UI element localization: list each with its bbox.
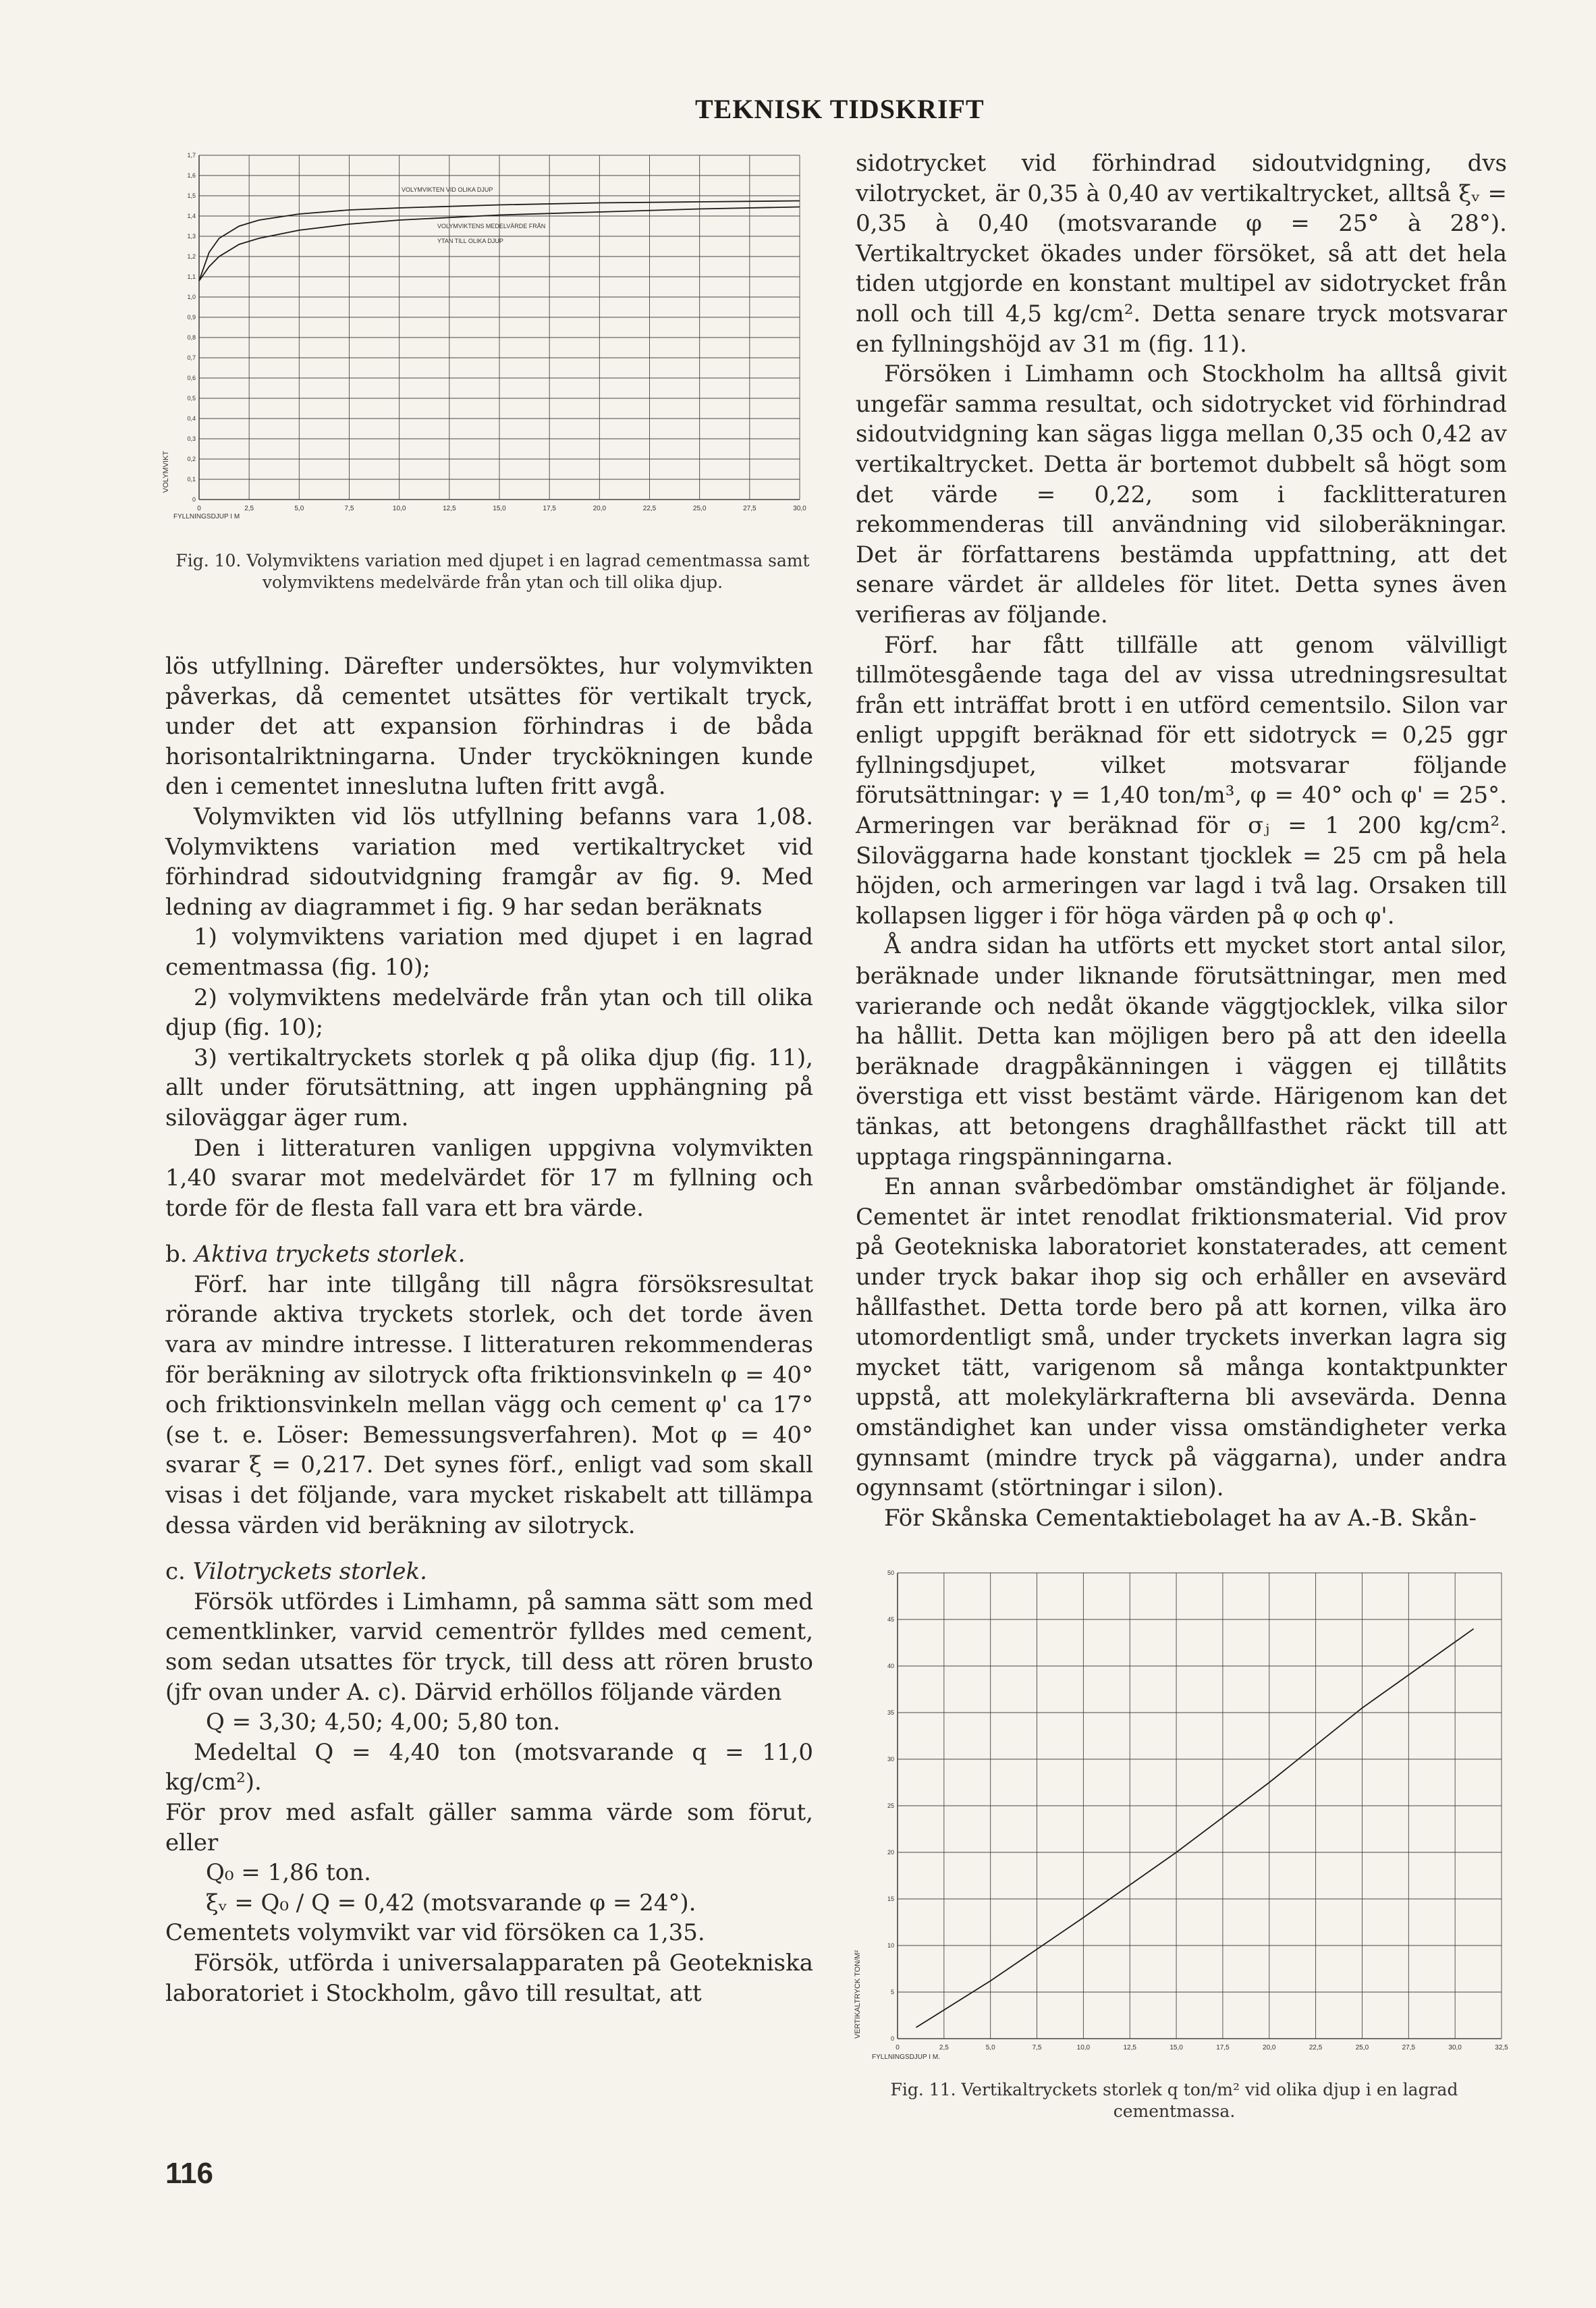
x-tick-label: 10,0: [392, 505, 406, 512]
figure-11-y-axis-label: VERTIKALTRYCK TON/M²: [854, 1950, 862, 2039]
x-tick-label: 2,5: [939, 2044, 949, 2051]
x-tick-label: 7,5: [344, 505, 354, 512]
paragraph: Försöken i Limhamn och Stockholm ha alltså givit ungefär samma resultat, och sidotrycket vid förhindrad sidoutvidgning kan sägas ligga mellan 0,35 och 0,42 av vertikaltrycket. Detta är bortemot dubbelt så högt som det värde = 0,22, som i facklitteraturen rekommenderas till användning vid siloberäkningar. Det är författarens bestämda uppfattning, att det senare värdet är alldeles för litet. Detta synes även verifieras av följande.: [856, 360, 1507, 628]
figure-10-caption: Fig. 10. Volymviktens variation med djupet i en lagrad cementmassa samt volymviktens medelvärde från ytan och till olika djup.: [175, 551, 810, 592]
paragraph: sidotrycket vid förhindrad sidoutvidgning, dvs vilotrycket, är 0,35 à 0,40 av vertikaltrycket, alltså ξᵥ = 0,35 à 0,40 (motsvarande φ = 25° à 28°). Vertikaltrycket ökades under försöket, så att det hela tiden utgjorde en konstant multipel av sidotrycket från noll och till 4,5 kg/cm². Detta senare tryck motsvarar en fyllningshöjd av 31 m (fig. 11).: [856, 150, 1507, 358]
y-tick-label: 10: [887, 1942, 894, 1949]
y-tick-label: 0,8: [187, 334, 196, 341]
x-tick-label: 27,5: [743, 505, 756, 512]
left-column: [165, 651, 813, 2008]
x-tick-label: 22,5: [642, 505, 657, 512]
x-tick-label: 10,0: [1076, 2044, 1091, 2051]
x-tick-label: 2,5: [244, 505, 254, 512]
y-tick-label: 0,6: [187, 375, 196, 381]
paragraph: Förf. har inte tillgång till några försöksresultat rörande aktiva tryckets storlek, och det torde även vara av mindre intresse. I litteraturen rekommenderas för beräkning av silotryck ofta friktionsvinkeln φ = 40° och friktionsvinkeln mellan vägg och cement φ' ca 17° (se t. e. Löser: Bemessungsverfahren). Mot φ = 40° svarar ξ = 0,217. Det synes förf., enligt vad som skall visas i det följande, vara mycket riskabelt att tillämpa dessa värden vid beräkning av silotryck.: [165, 1270, 813, 1539]
list-item: 1) volymviktens variation med djupet i en lagrad cementmassa (fig. 10);: [165, 923, 813, 981]
x-tick-label: 5,0: [985, 2044, 995, 2051]
figure-11-chart: [844, 1566, 1512, 2066]
y-tick-label: 0,9: [187, 314, 196, 321]
figure-10-curve2-label: VOLYMVIKTENS MEDELVÄRDE FRÅN: [437, 223, 546, 230]
section-heading-c: c. Vilotryckets storlek.: [165, 1558, 427, 1586]
paragraph: Den i litteraturen vanligen uppgivna volymvikten 1,40 svarar mot medelvärdet för 17 m fyllning och torde för de flesta fall vara ett bra värde.: [165, 1134, 813, 1222]
x-tick-label: 22,5: [1309, 2044, 1323, 2051]
paragraph: Volymvikten vid lös utfyllning befanns vara 1,08. Volymviktens variation med vertikaltrycket vid förhindrad sidoutvidgning framgår av fig. 9. Med ledning av diagrammet i fig. 9 har sedan beräknats: [165, 803, 813, 921]
right-column: [856, 149, 1507, 1533]
x-tick-label: 7,5: [1032, 2044, 1042, 2051]
x-tick-label: 25,0: [692, 505, 707, 512]
series-line-1: [916, 1629, 1474, 2028]
x-tick-label: 17,5: [1216, 2044, 1230, 2051]
paragraph: Medeltal Q = 4,40 ton (motsvarande q = 11,0 kg/cm²).: [165, 1738, 813, 1796]
page-number: 116: [165, 2157, 213, 2190]
paragraph: För Skånska Cementaktiebolaget ha av A.-B. Skån-: [884, 1504, 1477, 1532]
y-tick-label: 0,2: [187, 456, 196, 462]
y-tick-label: 0: [192, 496, 196, 503]
y-tick-label: 1,2: [187, 253, 196, 260]
x-tick-label: 12,5: [443, 505, 456, 512]
figure-10-chart: [159, 149, 806, 527]
list-item: 3) vertikaltryckets storlek q på olika djup (fig. 11), allt under förutsättning, att ingen upphängning på siloväggar äger rum.: [165, 1044, 813, 1131]
y-tick-label: 1,1: [187, 273, 196, 280]
y-tick-label: 1,7: [187, 152, 196, 159]
paragraph: Förf. har fått tillfälle att genom välvilligt tillmötesgående taga del av vissa utredningsresultat från ett inträffat brott i en utförd cementsilo. Silon var enligt uppgift beräknad för ett sidotryck = 0,25 ggr fyllningsdjupet, vilket motsvarar följande förutsättningar: γ = 1,40 ton/m³, φ = 40° och φ' = 25°. Armeringen var beräknad för σⱼ = 1 200 kg/cm². Siloväggarna hade konstant tjocklek = 25 cm på hela höjden, och armeringen var lagd i två lag. Orsaken till kollapsen ligger i för höga värden på φ och φ'.: [856, 631, 1507, 930]
y-tick-label: 5: [890, 1989, 894, 1995]
paragraph: Försök, utförda i universalapparaten på Geotekniska laboratoriet i Stockholm, gåvo till resultat, att: [165, 1949, 813, 2007]
list-item: 2) volymviktens medelvärde från ytan och till olika djup (fig. 10);: [165, 984, 813, 1042]
x-tick-label: 15,0: [1170, 2044, 1183, 2051]
figure-11-caption: Fig. 11. Vertikaltryckets storlek q ton/m² vid olika djup i en lagrad cementmassa.: [890, 2080, 1458, 2121]
figure-10-curve1-label: VOLYMVIKTEN VID OLIKA DJUP: [402, 186, 493, 193]
y-tick-label: 40: [887, 1663, 894, 1669]
x-tick-label: 5,0: [294, 505, 304, 512]
y-tick-label: 45: [887, 1616, 894, 1623]
figure-11-x-axis-label: FYLLNINGSDJUP I M.: [872, 2054, 940, 2061]
figure-10-curve2-label-2: YTAN TILL OLIKA DJUP: [437, 238, 503, 244]
y-tick-label: 0,7: [187, 354, 196, 361]
equation: Q = 3,30; 4,50; 4,00; 5,80 ton.: [206, 1709, 561, 1736]
x-tick-label: 27,5: [1402, 2044, 1416, 2051]
y-tick-label: 0,4: [187, 415, 196, 422]
y-tick-label: 30: [887, 1756, 894, 1763]
paragraph: Cementets volymvikt var vid försöken ca 1,35.: [165, 1919, 705, 1947]
y-tick-label: 1,6: [187, 172, 196, 179]
y-tick-label: 0: [890, 2035, 894, 2042]
y-tick-label: 1,5: [187, 192, 196, 199]
x-tick-label: 0: [896, 2044, 900, 2051]
y-tick-label: 50: [887, 1569, 894, 1576]
y-tick-label: 25: [887, 1802, 894, 1809]
equation: Q₀ = 1,86 ton.: [206, 1859, 371, 1887]
paragraph: Å andra sidan ha utförts ett mycket stort antal silor, beräknade under liknande förutsättningar, men med varierande och nedåt ökande väggtjocklek, vilka silor ha hållit. Detta kan möjligen bero på att den ideella beräknade dragpåkänningen i väggen ej tillåtits överstiga ett visst bestämt värde. Härigenom kan det tänkas, att betongens draghållfasthet räckt till att upptaga ringspänningarna.: [856, 932, 1507, 1171]
equation: ξᵥ = Q₀ / Q = 0,42 (motsvarande φ = 24°).: [206, 1889, 696, 1916]
paragraph: lös utfyllning. Därefter undersöktes, hur volymvikten påverkas, då cementet utsättes för vertikalt tryck, under det att expansion förhindras i de båda horisontalriktningarna. Under tryckökningen kunde den i cementet inneslutna luften fritt avgå.: [165, 653, 813, 801]
x-tick-label: 20,0: [593, 505, 607, 512]
y-tick-label: 20: [887, 1849, 894, 1856]
y-tick-label: 0,3: [187, 435, 196, 442]
figure-10-x-axis-label: FYLLNINGSDJUP I M: [173, 513, 240, 520]
y-tick-label: 0,1: [187, 476, 196, 483]
y-tick-label: 35: [887, 1709, 894, 1716]
x-tick-label: 30,0: [1448, 2044, 1462, 2051]
y-tick-label: 1,0: [187, 294, 196, 300]
y-tick-label: 1,3: [187, 233, 196, 240]
paragraph: En annan svårbedömbar omständighet är följande. Cementet är intet renodlat friktionsmaterial. Vid prov på Geotekniska laboratoriet konstaterades, att cement under tryck bakar ihop sig och erhåller en avsevärd hållfasthet. Detta torde bero på att kornen, vilka äro utomordentligt små, under tryckets inverkan lagra sig mycket tätt, varigenom så många kontaktpunkter uppstå, att molekylärkrafterna bli avsevärda. Denna omständighet kan under vissa omständigheter verka gynnsamt (mindre tryck på väggarna), under andra ogynnsamt (störtningar i silon).: [856, 1173, 1507, 1502]
figure-10-y-axis-label: VOLYMVIKT: [162, 450, 170, 493]
journal-header: TEKNISK TIDSKRIFT: [695, 94, 985, 124]
paragraph: Försök utfördes i Limhamn, på samma sätt som med cementklinker, varvid cementrör fylldes med cement, som sedan utsattes för tryck, till dess att rören brusto (jfr ovan under A. c). Därvid erhöllos följande värden: [165, 1588, 813, 1706]
x-tick-label: 20,0: [1263, 2044, 1276, 2051]
y-tick-label: 15: [887, 1896, 894, 1902]
paragraph: För prov med asfalt gäller samma värde som förut, eller: [165, 1798, 813, 1856]
x-tick-label: 32,5: [1495, 2044, 1508, 2051]
x-tick-label: 12,5: [1123, 2044, 1136, 2051]
x-tick-label: 17,5: [543, 505, 556, 512]
x-tick-label: 15,0: [493, 505, 506, 512]
y-tick-label: 0,5: [187, 395, 196, 402]
section-heading-b: b. Aktiva tryckets storlek.: [165, 1241, 466, 1268]
y-tick-label: 1,4: [187, 213, 196, 219]
x-tick-label: 25,0: [1355, 2044, 1369, 2051]
x-tick-label: 30,0: [793, 505, 806, 512]
x-tick-label: 0: [197, 505, 201, 512]
